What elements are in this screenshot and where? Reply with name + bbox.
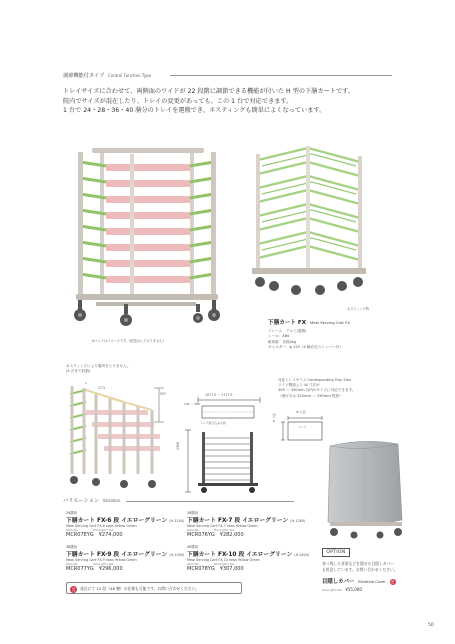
tray-size-line: 395 ～ 330mm 以内のサイズに対応できます。 <box>278 388 356 393</box>
tray-size-line: ワイド側面より W 寸法が <box>278 383 320 388</box>
tray-size-title-en: Corresponding Tray Size <box>307 378 351 382</box>
variation-rows: (H-1260) <box>290 519 306 523</box>
dim-height: 1300 <box>176 441 180 450</box>
intro-text <box>63 87 354 116</box>
product-name-ja: 下膳カート FX <box>268 320 307 326</box>
option-badge: OPTION <box>322 548 350 557</box>
variation-name-en: Meal Serving Cart FX-10 rows Yellow Green <box>187 558 260 562</box>
variation-item <box>187 544 309 572</box>
variation-code: MCR077YG <box>66 566 94 572</box>
custom-order-notice <box>66 582 242 594</box>
item-no-label: Item No. <box>66 528 79 532</box>
variation-count: 24膳用 <box>66 511 78 515</box>
variation-rows: (H-1500) <box>169 553 185 557</box>
option-description <box>322 561 398 573</box>
product-info <box>268 318 350 351</box>
option-line: 食べ残した食事などを隠せる目隠しカバー <box>322 561 395 566</box>
variation-price: ¥274,000 <box>98 532 123 538</box>
variation-item <box>66 544 184 572</box>
product-specs <box>268 329 350 351</box>
variation-name: 下膳カート FX-10 段 イエローグリーン <box>187 552 293 558</box>
spec-line: キャスター：φ 125（4 輪自在ストッパー付） <box>268 345 343 350</box>
dim-width: 1077.5 ～ 1177.5 <box>205 393 233 397</box>
price-label: Price (JPY) tax <box>214 528 235 532</box>
section-title-ja: 調節機能付タイプ <box>63 73 105 79</box>
variation-name-en: Meal Serving Cart FX-6 rows Yellow Green <box>66 524 137 528</box>
variation-rule <box>126 501 294 502</box>
order-mark-icon: 受 <box>71 586 76 592</box>
item-no-label: Item No. <box>66 562 79 566</box>
item-no-label: Item No. <box>187 562 200 566</box>
cover-price <box>322 587 362 592</box>
variation-name: 下膳カート FX-9 段 イエローグリーン <box>66 552 168 558</box>
variation-name: 下膳カート FX-7 段 イエローグリーン <box>187 518 289 524</box>
variation-name-en: Meal Serving Cart FX-9 rows Yellow Green <box>66 558 137 562</box>
nesting-note-line: ネスティングにより場所をとりません。 <box>66 364 131 368</box>
variation-rows: (H-1140) <box>169 519 185 523</box>
variation-title-en: Variation <box>102 498 121 503</box>
intro-line: 院内でサイズが混在したり、トレイの変更があっても、この 1 台で対応できます。 <box>63 97 293 105</box>
item-no-label: Item No. <box>187 528 200 532</box>
dim-depth: 557 <box>160 392 167 396</box>
order-mark-icon: 受 <box>390 579 395 584</box>
tray-h-label: H 寸法 <box>272 413 276 422</box>
variation-item <box>187 510 305 538</box>
cover-price-value: ¥55,000 <box>345 587 362 592</box>
product-name-en: Meal Serving Cart FX <box>310 320 350 325</box>
dim-small: 17.5 <box>98 386 106 390</box>
spec-line: フレーム：アルミ(着錆) <box>268 329 307 333</box>
option-line: も用意しています。お問い合わせください。 <box>322 567 398 572</box>
variation-count: 36膳用 <box>66 545 78 549</box>
variation-code: MCR078YG <box>187 566 215 572</box>
tray-size-info <box>278 378 355 399</box>
section-title <box>63 72 151 79</box>
intro-line: 1 台で 24・28・36・40 膳分のトレイを運搬でき、ネスティングも簡単によくなっています。 <box>63 107 326 115</box>
photo-caption: ※トレイはイメージです。(配送はしておりません) <box>92 339 164 343</box>
page-number: 50 <box>428 623 434 628</box>
variation-code: MCR076YG <box>187 532 215 538</box>
adjust-label: トレイ割り込み方向 <box>200 421 226 425</box>
variation-price: ¥296,000 <box>98 566 123 572</box>
price-label: Price (JPY) tax <box>214 562 235 566</box>
variation-price: ¥282,000 <box>219 532 244 538</box>
spec-line: レール：ABS <box>268 334 290 339</box>
nesting-note <box>66 364 130 374</box>
cover-name-ja: 目隠しカバー <box>322 579 355 585</box>
variation-price: ¥307,000 <box>219 566 244 572</box>
variation-item <box>66 510 184 538</box>
tray-size-line: （奥行きは 320mm ～ 330mm 程度） <box>278 393 343 398</box>
cover-photo <box>318 438 410 542</box>
variation-name-en: Meal Serving Cart FX-7 rows Yellow Green <box>187 524 258 528</box>
nesting-note-line: (4 台まで収納) <box>66 369 91 374</box>
tray-label: トレイ <box>298 425 307 429</box>
dim-tray-range: 345 ～ 380 <box>184 402 200 406</box>
tray-w-label: W 寸法 <box>296 410 306 414</box>
spec-line: 耐荷重：各段4kg <box>268 339 297 344</box>
price-label: Price (JPY) tax <box>93 528 114 532</box>
tray-size-title-ja: 対応トレイサイズ <box>278 378 307 382</box>
cover-name <box>322 577 396 585</box>
cart-photo <box>72 142 222 332</box>
variation-count: 40膳用 <box>187 545 199 549</box>
section-rule <box>170 75 392 76</box>
variation-rows: (H-1620) <box>294 553 310 557</box>
variation-title-ja: バリエーション <box>63 498 100 504</box>
variation-count: 28膳用 <box>187 511 199 515</box>
price-label: Price (JPY) tax <box>93 562 114 566</box>
notice-text: 発注にて 12 段（48 膳）の仕様も可能です。お問い合わせください。 <box>80 586 200 591</box>
nesting-photo <box>248 144 368 302</box>
variation-name: 下膳カート FX-6 段 イエローグリーン <box>66 518 168 524</box>
cover-price-label: Price (JPY) tax <box>322 588 343 592</box>
section-title-en: Control Function Type <box>107 73 152 78</box>
nested-carts-photo <box>66 382 168 490</box>
variation-code: MCR07EYG <box>66 532 94 538</box>
dimension-diagram <box>180 392 266 496</box>
nesting-caption: ネスティング時 <box>347 307 369 311</box>
intro-line: トレイサイズに合わせて、両側面のワイドが 22 段階に調節できる機能が付いた H 型の下膳カートです。 <box>63 88 355 95</box>
variation-title <box>63 497 120 504</box>
cover-name-en: Blindfold Cover <box>358 580 386 584</box>
product-name <box>268 318 350 326</box>
